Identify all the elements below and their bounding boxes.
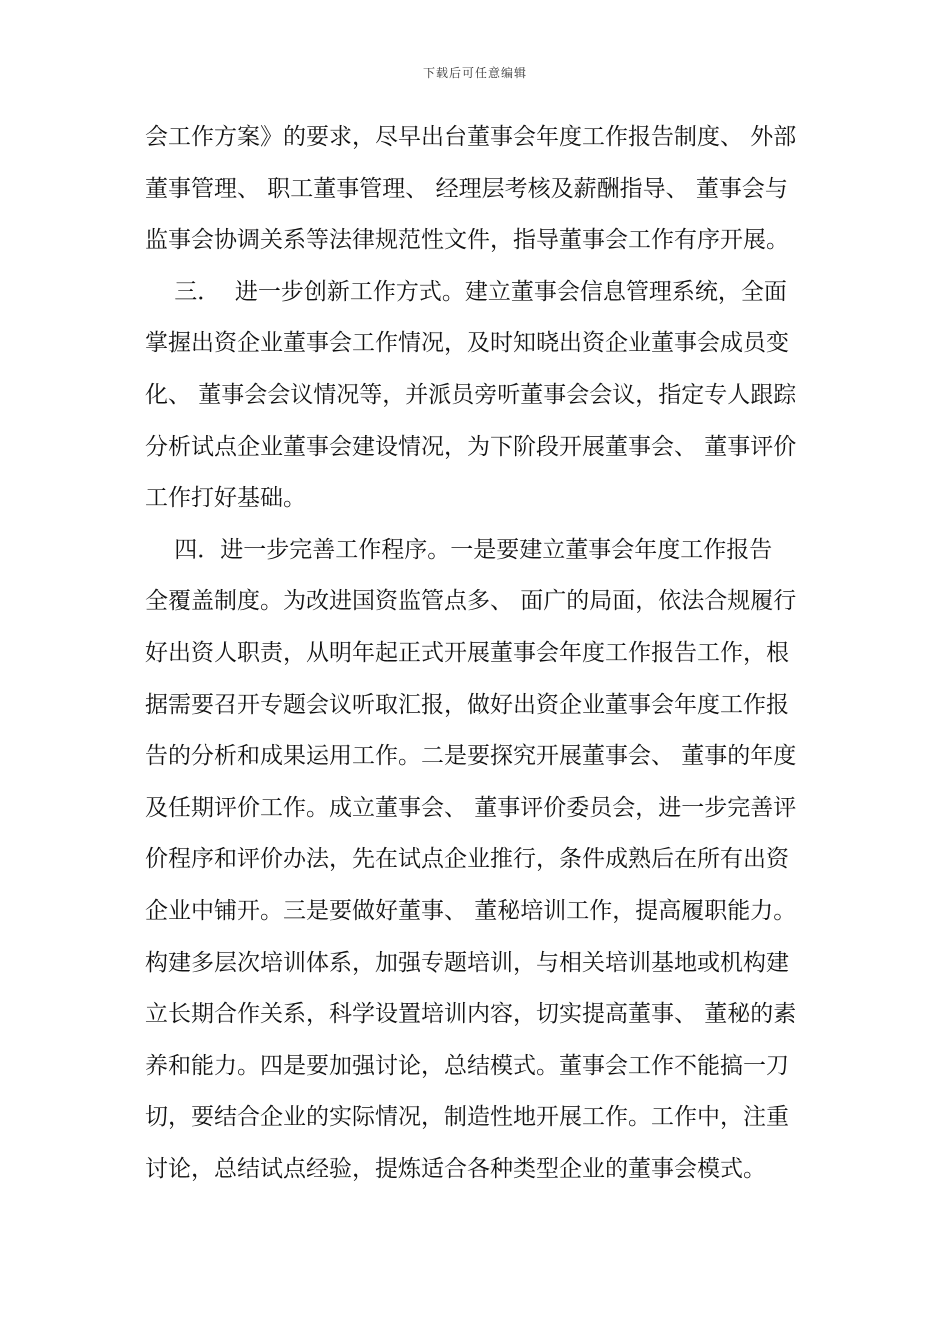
text-line: 分析试点企业董事会建设情况，为下阶段开展董事会、 董事评价 [145, 433, 797, 460]
text-line: 全覆盖制度。为改进国资监管点多、 面广的局面，依法合规履行 [145, 588, 797, 615]
page-header: 下载后可任意编辑 [422, 66, 527, 80]
text-line: 切，要结合企业的实际情况，制造性地开展工作。工作中，注重 [145, 1104, 789, 1131]
text-line: 掌握出资企业董事会工作情况，及时知晓出资企业董事会成员变 [145, 330, 789, 357]
text-line: 立长期合作关系，科学设置培训内容，切实提高董事、 董秘的素 [145, 1001, 797, 1028]
text-line: 养和能力。四是要加强讨论，总结模式。董事会工作不能搞一刀 [145, 1052, 789, 1079]
text-line: 监事会协调关系等法律规范性文件，指导董事会工作有序开展。 [145, 227, 789, 254]
text-line: 工作打好基础。 [145, 485, 306, 512]
text-line: 及任期评价工作。成立董事会、 董事评价委员会，进一步完善评 [145, 794, 797, 821]
text-line: 好出资人职责，从明年起正式开展董事会年度工作报告工作，根 [145, 639, 789, 666]
text-line: 告的分析和成果运用工作。二是要探究开展董事会、 董事的年度 [145, 743, 797, 770]
text-line: 据需要召开专题会议听取汇报，做好出资企业董事会年度工作报 [145, 691, 789, 718]
text-line: 讨论，总结试点经验，提炼适合各种类型企业的董事会模式。 [145, 1155, 766, 1182]
document-body [145, 112, 810, 1195]
text-line: 三． 进一步创新工作方式。建立董事会信息管理系统，全面 [145, 278, 787, 305]
text-line: 化、 董事会会议情况等，并派员旁听董事会会议，指定专人跟踪 [145, 381, 797, 408]
text-line: 董事管理、 职工董事管理、 经理层考核及薪酬指导、 董事会与 [145, 175, 788, 202]
text-line: 构建多层次培训体系，加强专题培训，与相关培训基地或机构建 [145, 949, 789, 976]
text-line: 企业中铺开。三是要做好董事、 董秘培训工作，提高履职能力。 [145, 897, 797, 924]
text-line: 价程序和评价办法，先在试点企业推行，条件成熟后在所有出资 [145, 846, 789, 873]
text-line: 会工作方案》的要求，尽早出台董事会年度工作报告制度、 外部 [145, 124, 797, 150]
text-line: 四．进一步完善工作程序。一是要建立董事会年度工作报告 [145, 536, 773, 563]
